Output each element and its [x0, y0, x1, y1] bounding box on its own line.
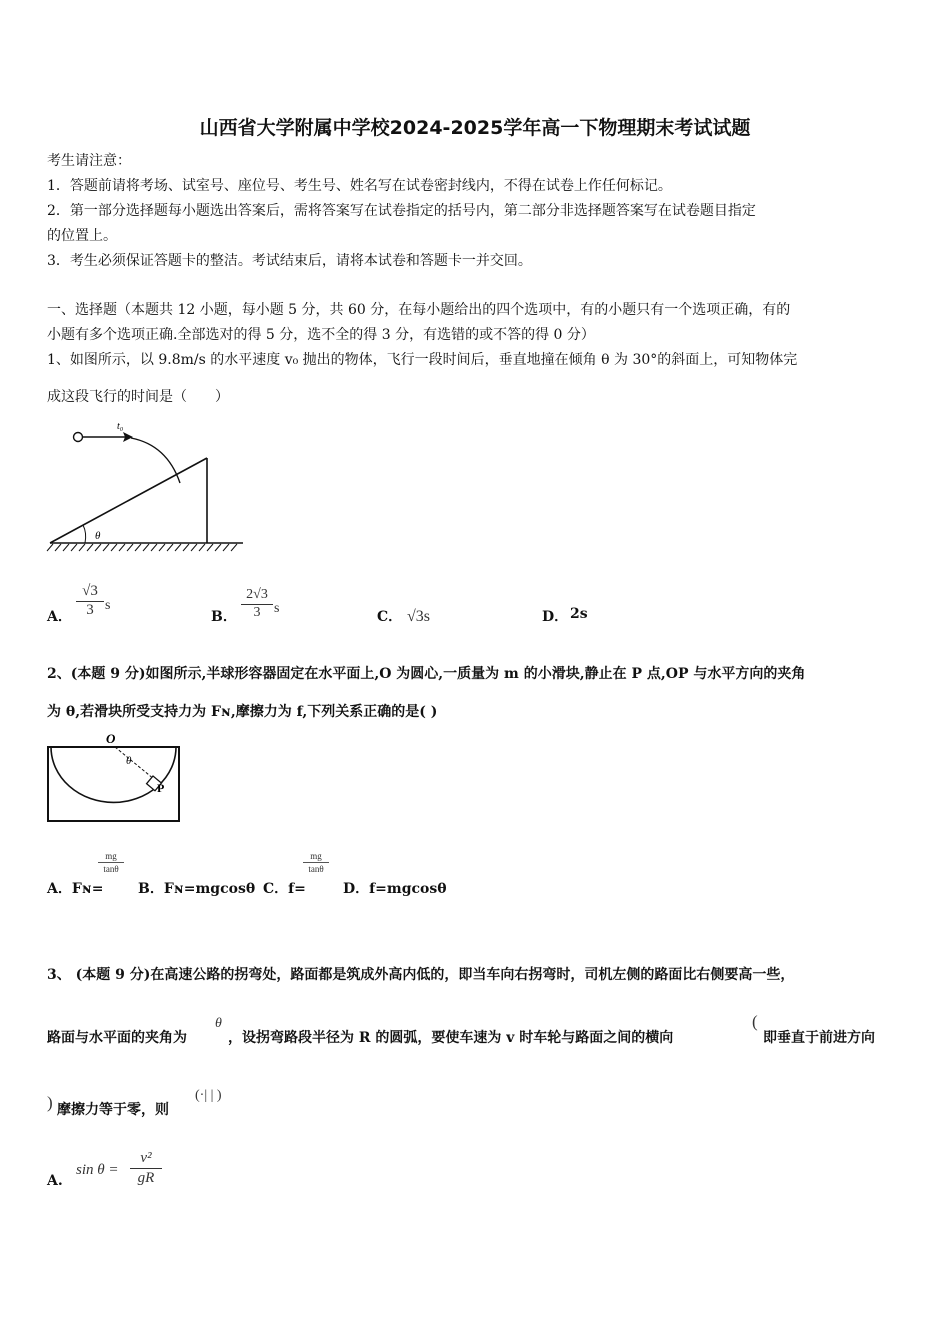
question-3-text: ，设拐弯路段半径为 R 的圆弧，要使车速为 v 时车轮与路面之间的横向	[228, 1030, 674, 1046]
option-a-fraction: v² gR	[130, 1150, 162, 1187]
option-a-fraction: √3 3	[72, 583, 108, 619]
option-a-lhs: sin θ =	[76, 1162, 119, 1178]
option-a-fraction: mg tanθ	[98, 851, 124, 874]
page-title: 山西省大学附属中学校2024-2025学年高一下物理期末考试试题	[199, 117, 751, 139]
question-3-text: 3、 (本题 9 分)在高速公路的拐弯处，路面都是筑成外高内低的，即当车向右拐弯时，司机左侧的路面比右侧要高一些，	[47, 967, 795, 983]
notice-item: 3．考生必须保证答题卡的整洁。考试结束后，请将本试卷和答题卡一并交回。	[47, 253, 532, 269]
question-1-text: 1、如图所示，以 9.8m/s 的水平速度 v₀ 抛出的物体，飞行一段时间后，垂直地撞在倾角 θ 为 30°的斜面上，可知物体完	[47, 352, 798, 368]
option-b-fraction: 2√3 3	[237, 587, 277, 621]
option-b-label: B．	[211, 609, 237, 625]
question-3-text: 路面与水平面的夹角为	[47, 1030, 187, 1046]
hemisphere-container-figure	[45, 730, 185, 825]
notice-heading: 考生请注意：	[47, 153, 131, 169]
option-c-value: √3s	[407, 608, 431, 625]
option-d-value: 2s	[570, 606, 588, 622]
question-1-text: 成这段飞行的时间是（ ）	[47, 389, 229, 405]
option-b: B．Fɴ=mgcosθ	[138, 881, 256, 897]
section-instructions: 一、选择题（本题共 12 小题，每小题 5 分，共 60 分，在每小题给出的四个选项中，有的小题只有一个选项正确，有的	[47, 302, 791, 318]
notice-item: 1．答题前请将考场、试室号、座位号、考生号、姓名写在试卷密封线内，不得在试卷上作任何标记。	[47, 178, 672, 194]
notice-item: 2．第一部分选择题每小题选出答案后，需将答案写在试卷指定的括号内，第二部分非选择题答案写在试卷题目指定	[47, 203, 756, 219]
question-3-text: 即垂直于前进方向	[763, 1030, 875, 1046]
option-d: D．f=mgcosθ	[343, 881, 447, 897]
svg-text:t₀: t₀	[117, 421, 124, 432]
question-2-text: 为 θ,若滑块所受支持力为 Fɴ,摩擦力为 f,下列关系正确的是( )	[47, 704, 438, 720]
svg-text:O: O	[106, 731, 116, 746]
option-a-label: A.	[47, 1173, 63, 1189]
notice-item: 的位置上。	[47, 228, 117, 244]
question-3-text: 摩擦力等于零，则	[57, 1102, 169, 1118]
option-c-label: C．	[377, 609, 403, 625]
theta-symbol: θ	[215, 1016, 222, 1031]
option-b-unit: s	[274, 601, 280, 616]
svg-text:P: P	[157, 781, 165, 795]
answer-blank: (·| | )	[195, 1088, 222, 1103]
question-2-text: 2、(本题 9 分)如图所示,半球形容器固定在水平面上,O 为圆心,一质量为 m 的小滑块,静止在 P 点,OP 与水平方向的夹角	[47, 666, 806, 682]
svg-text:θ: θ	[126, 755, 132, 767]
option-a: A．Fɴ=	[47, 881, 104, 897]
option-d-label: D．	[542, 609, 569, 625]
option-c: C．f=	[263, 881, 306, 897]
option-a-unit: s	[105, 598, 111, 613]
option-a-label: A．	[47, 609, 72, 625]
option-c-fraction: mg tanθ	[303, 851, 329, 874]
paren-open: (	[752, 1012, 758, 1031]
paren-close: )	[47, 1093, 53, 1112]
svg-text:θ: θ	[95, 530, 101, 542]
section-instructions: 小题有多个选项正确.全部选对的得 5 分，选不全的得 3 分，有选错的或不答的得 0 分）	[47, 327, 595, 343]
incline-projectile-figure	[45, 415, 250, 555]
